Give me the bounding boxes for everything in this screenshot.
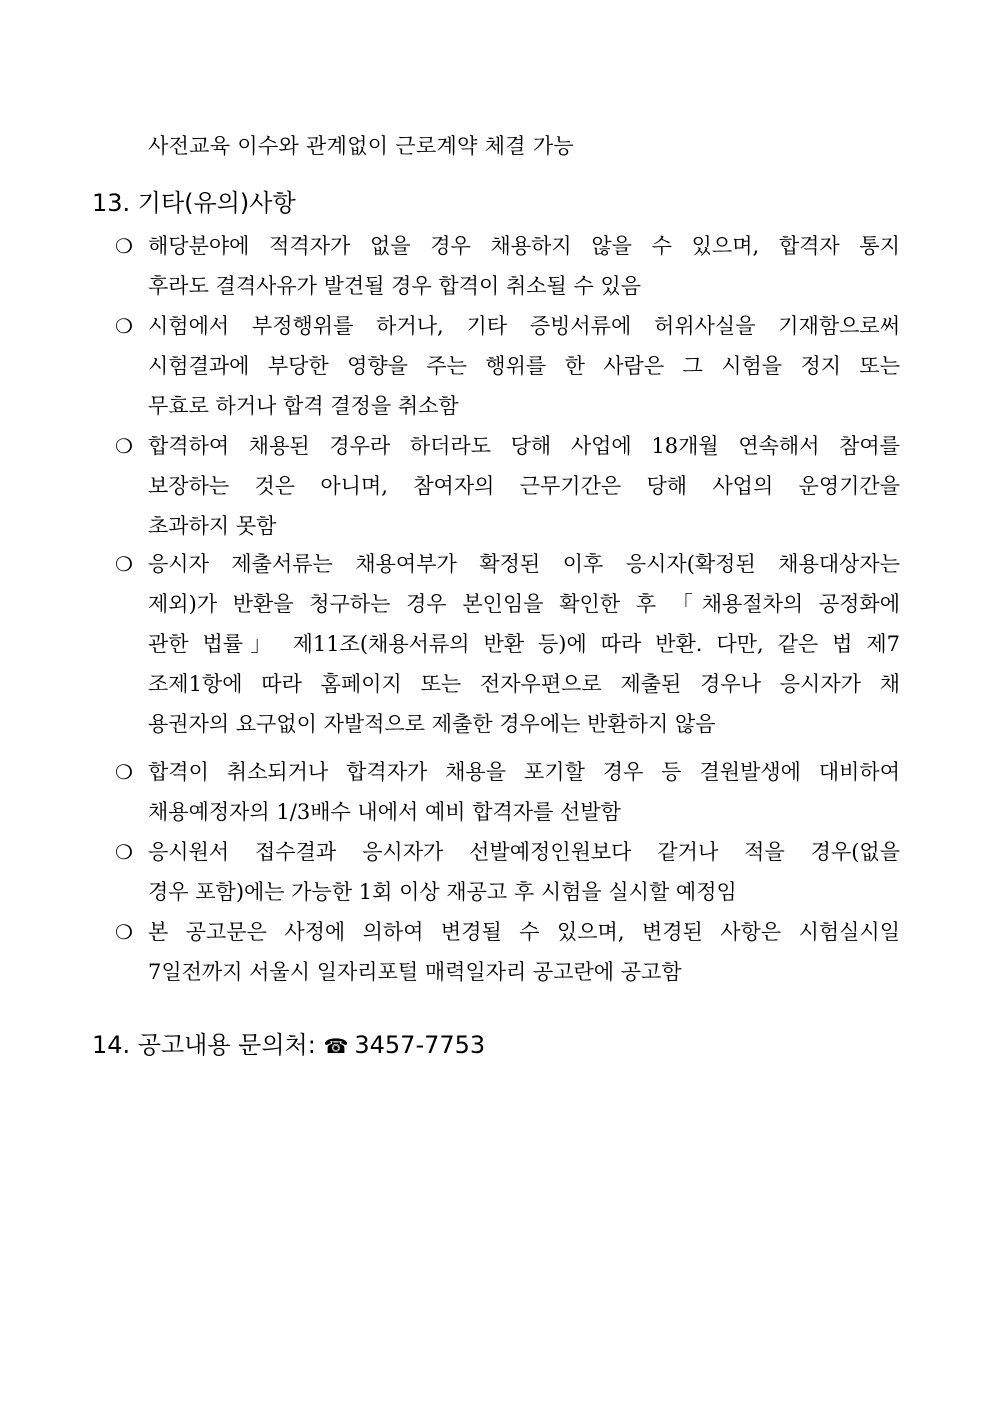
list-item-text bbox=[148, 306, 900, 426]
phone-number: 3457-7753 bbox=[354, 1031, 486, 1059]
text-line: 무효로 하거나 합격 결정을 취소함 bbox=[148, 394, 459, 418]
bullet-circle-icon: ❍ bbox=[115, 314, 133, 338]
list-item-text bbox=[148, 226, 900, 306]
section-14-heading bbox=[92, 1025, 485, 1060]
text-line: 응시자 제출서류는 채용여부가 확정된 이후 응시자(확정된 채용대상자는 bbox=[148, 552, 900, 576]
bullet-circle-icon: ❍ bbox=[115, 840, 133, 864]
list-item-text bbox=[148, 752, 900, 832]
text-line: 보장하는 것은 아니며, 참여자의 근무기간은 당해 사업의 운영기간을 bbox=[148, 474, 900, 498]
text-line: 채용예정자의 1/3배수 내에서 예비 합격자를 선발함 bbox=[148, 800, 621, 824]
text-line: 해당분야에 적격자가 없을 경우 채용하지 않을 수 있으며, 합격자 통지 bbox=[148, 234, 900, 258]
text-line: 초과하지 못함 bbox=[148, 514, 277, 538]
text-line: 후라도 결격사유가 발견될 경우 합격이 취소될 수 있음 bbox=[148, 274, 642, 298]
list-item-text bbox=[148, 426, 900, 546]
section-13-heading: 13. 기타(유의)사항 bbox=[92, 189, 296, 217]
contact-label: 14. 공고내용 문의처: bbox=[92, 1031, 324, 1059]
text-line: 시험에서 부정행위를 하거나, 기타 증빙서류에 허위사실을 기재함으로써 bbox=[148, 314, 900, 338]
text-line: 경우 포함)에는 가능한 1회 이상 재공고 후 시험을 실시할 예정임 bbox=[148, 880, 737, 904]
text-line: 용권자의 요구없이 자발적으로 제출한 경우에는 반환하지 않음 bbox=[148, 712, 716, 736]
list-item-text bbox=[148, 912, 900, 992]
text-line: 제외)가 반환을 청구하는 경우 본인임을 확인한 후 「채용절차의 공정화에 bbox=[148, 592, 900, 616]
bullet-circle-icon: ❍ bbox=[115, 920, 133, 944]
text-line: 합격이 취소되거나 합격자가 채용을 포기할 경우 등 결원발생에 대비하여 bbox=[148, 760, 900, 784]
text-line: 본 공고문은 사정에 의하여 변경될 수 있으며, 변경된 사항은 시험실시일 bbox=[148, 920, 900, 944]
bullet-circle-icon: ❍ bbox=[115, 434, 133, 458]
text-line: 시험결과에 부당한 영향을 주는 행위를 한 사람은 그 시험을 정지 또는 bbox=[148, 354, 900, 378]
continuation-text: 사전교육 이수와 관계없이 근로계약 체결 가능 bbox=[148, 134, 575, 158]
bullet-circle-icon: ❍ bbox=[115, 234, 133, 258]
list-item-text bbox=[148, 832, 900, 912]
bullet-circle-icon: ❍ bbox=[115, 552, 133, 576]
text-line: 관한 법률」 제11조(채용서류의 반환 등)에 따라 반환. 다만, 같은 법 제7 bbox=[148, 632, 900, 656]
text-line: 조제1항에 따라 홈페이지 또는 전자우편으로 제출된 경우나 응시자가 채 bbox=[148, 672, 900, 696]
phone-icon: ☎ bbox=[323, 1034, 349, 1058]
text-line: 합격하여 채용된 경우라 하더라도 당해 사업에 18개월 연속해서 참여를 bbox=[148, 434, 900, 458]
bullet-circle-icon: ❍ bbox=[115, 760, 133, 784]
list-item-text bbox=[148, 544, 900, 744]
text-line: 7일전까지 서울시 일자리포털 매력일자리 공고란에 공고함 bbox=[148, 960, 682, 984]
text-line: 응시원서 접수결과 응시자가 선발예정인원보다 같거나 적을 경우(없을 bbox=[148, 840, 900, 864]
